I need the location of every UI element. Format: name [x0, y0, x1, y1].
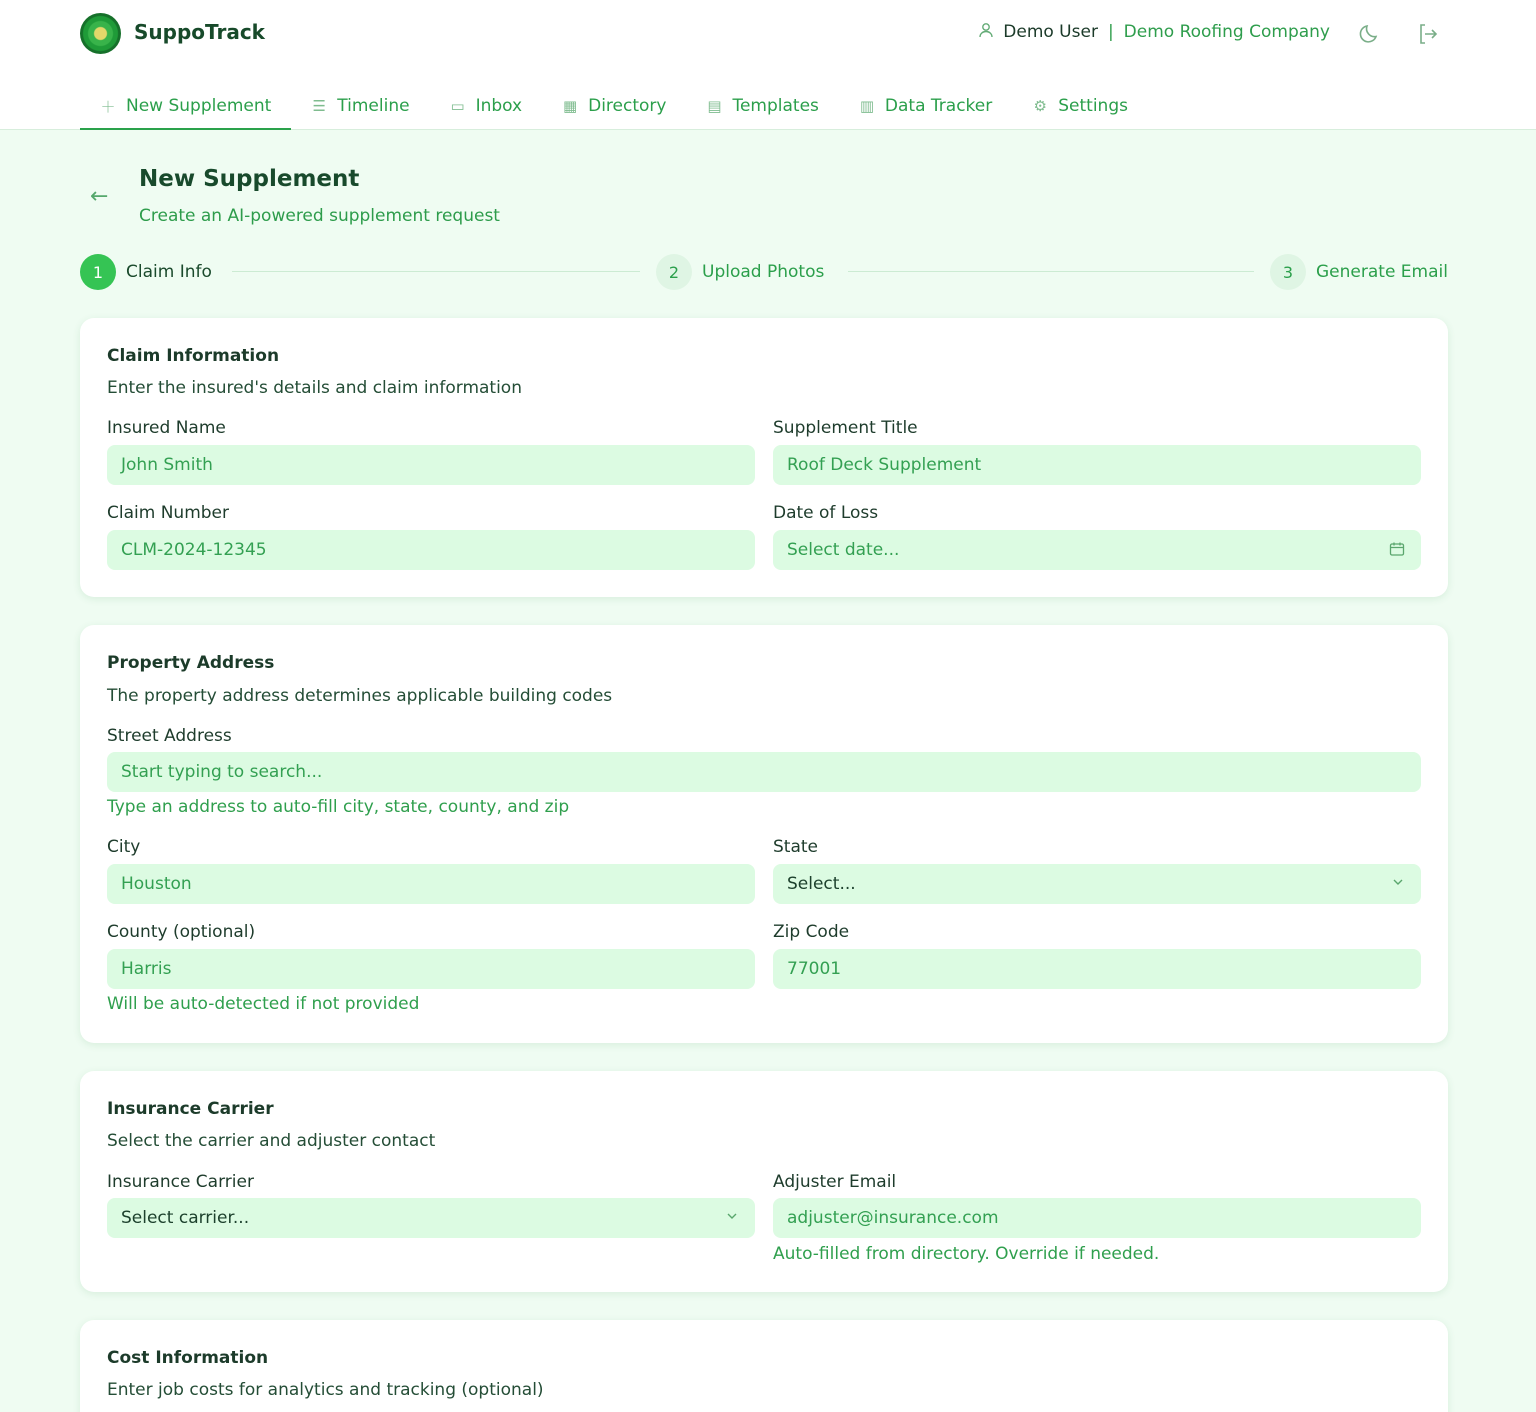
claim-number-label: Claim Number — [107, 503, 229, 523]
nav-label: New Supplement — [126, 96, 272, 116]
adjuster-email-help: Auto-filled from directory. Override if needed. — [773, 1244, 1160, 1264]
city-label: City — [107, 837, 141, 857]
user-company-separator: | — [1107, 22, 1114, 42]
logout-icon[interactable] — [1416, 22, 1440, 46]
card-title: Cost Information — [107, 1348, 269, 1368]
nav-label: Templates — [732, 96, 819, 116]
plus-icon: ＋ — [100, 97, 116, 116]
step-label: Claim Info — [126, 262, 212, 282]
insured-name-placeholder: John Smith — [121, 455, 213, 475]
insured-name-input[interactable] — [107, 445, 755, 485]
street-address-input[interactable] — [107, 752, 1421, 792]
adjuster-email-label: Adjuster Email — [773, 1172, 897, 1192]
bar-chart-icon: ▥ — [859, 97, 874, 115]
nav-new-supplement[interactable] — [80, 82, 291, 130]
card-description: The property address determines applicable building codes — [107, 686, 613, 706]
cost-information-card — [80, 1320, 1448, 1412]
zip-code-label: Zip Code — [773, 922, 850, 942]
calendar-icon — [1389, 541, 1405, 561]
user-area — [979, 22, 1330, 42]
card-title: Insurance Carrier — [107, 1099, 274, 1119]
supplement-title-input[interactable] — [773, 445, 1421, 485]
nav-label: Data Tracker — [884, 96, 993, 116]
page-subtitle: Create an AI-powered supplement request — [139, 206, 500, 226]
carrier-selected-value: Select carrier... — [121, 1208, 250, 1228]
page-title: New Supplement — [139, 166, 360, 192]
card-description: Enter job costs for analytics and tracking (optional) — [107, 1380, 544, 1400]
nav-directory[interactable] — [542, 82, 686, 130]
list-icon: ☰ — [312, 97, 326, 115]
county-help: Will be auto-detected if not provided — [107, 994, 420, 1014]
county-placeholder: Harris — [121, 959, 172, 979]
date-of-loss-picker[interactable] — [773, 530, 1421, 570]
state-label: State — [773, 837, 818, 857]
nav-data-tracker[interactable] — [839, 82, 1012, 130]
step-divider — [232, 271, 640, 272]
city-input[interactable] — [107, 864, 755, 904]
claim-number-placeholder: CLM-2024-12345 — [121, 540, 267, 560]
step-divider — [848, 271, 1254, 272]
company-name: Demo Roofing Company — [1123, 22, 1330, 42]
insurance-carrier-select[interactable] — [107, 1198, 755, 1238]
card-description: Select the carrier and adjuster contact — [107, 1131, 436, 1151]
nav-templates[interactable] — [686, 82, 838, 130]
nav-timeline[interactable] — [291, 82, 429, 130]
step-claim-info[interactable] — [80, 254, 212, 290]
state-select[interactable] — [773, 864, 1421, 904]
street-address-placeholder: Start typing to search... — [121, 762, 323, 782]
adjuster-email-placeholder: adjuster@insurance.com — [787, 1208, 999, 1228]
nav-label: Inbox — [475, 96, 523, 116]
back-arrow-icon[interactable]: ← — [90, 184, 109, 209]
user-name: Demo User — [1003, 22, 1098, 42]
property-address-card — [80, 625, 1448, 1043]
app-logo[interactable] — [80, 13, 121, 54]
nav-label: Directory — [588, 96, 667, 116]
supplement-title-label: Supplement Title — [773, 418, 918, 438]
step-number: 3 — [1270, 254, 1306, 290]
nav-label: Timeline — [337, 96, 410, 116]
county-label: County (optional) — [107, 922, 256, 942]
nav-inbox[interactable] — [430, 82, 543, 130]
county-input[interactable] — [107, 949, 755, 989]
step-generate-email[interactable] — [1270, 254, 1448, 290]
user-icon — [979, 22, 993, 42]
step-indicator — [80, 254, 1448, 290]
street-address-help: Type an address to auto-fill city, state, county, and zip — [107, 797, 570, 817]
insurance-carrier-label: Insurance Carrier — [107, 1172, 254, 1192]
date-of-loss-label: Date of Loss — [773, 503, 879, 523]
moon-icon[interactable] — [1359, 22, 1381, 44]
nav-settings[interactable] — [1012, 82, 1148, 130]
street-address-label: Street Address — [107, 726, 232, 746]
top-bar — [0, 0, 1536, 130]
card-title: Claim Information — [107, 346, 280, 366]
chevron-down-icon — [725, 1209, 739, 1227]
supplement-title-placeholder: Roof Deck Supplement — [787, 455, 982, 475]
step-upload-photos[interactable] — [656, 254, 824, 290]
zip-code-placeholder: 77001 — [787, 959, 842, 979]
main-nav — [80, 82, 1148, 130]
nav-label: Settings — [1058, 96, 1128, 116]
chevron-down-icon — [1391, 875, 1405, 893]
date-of-loss-placeholder: Select date... — [787, 540, 900, 560]
city-placeholder: Houston — [121, 874, 192, 894]
insured-name-label: Insured Name — [107, 418, 226, 438]
step-number: 2 — [656, 254, 692, 290]
claim-information-card — [80, 318, 1448, 597]
building-icon: ▦ — [563, 97, 578, 115]
document-icon: ▤ — [707, 97, 722, 115]
step-label: Upload Photos — [702, 262, 825, 282]
inbox-icon: ▭ — [450, 97, 465, 115]
state-selected-value: Select... — [787, 874, 856, 894]
step-number: 1 — [80, 254, 116, 290]
claim-number-input[interactable] — [107, 530, 755, 570]
gear-icon: ⚙ — [1033, 97, 1047, 115]
insurance-carrier-card — [80, 1071, 1448, 1292]
zip-code-input[interactable] — [773, 949, 1421, 989]
adjuster-email-input[interactable] — [773, 1198, 1421, 1238]
step-label: Generate Email — [1316, 262, 1448, 282]
card-title: Property Address — [107, 653, 275, 673]
brand-name: SuppoTrack — [134, 20, 265, 44]
card-description: Enter the insured's details and claim information — [107, 378, 522, 398]
